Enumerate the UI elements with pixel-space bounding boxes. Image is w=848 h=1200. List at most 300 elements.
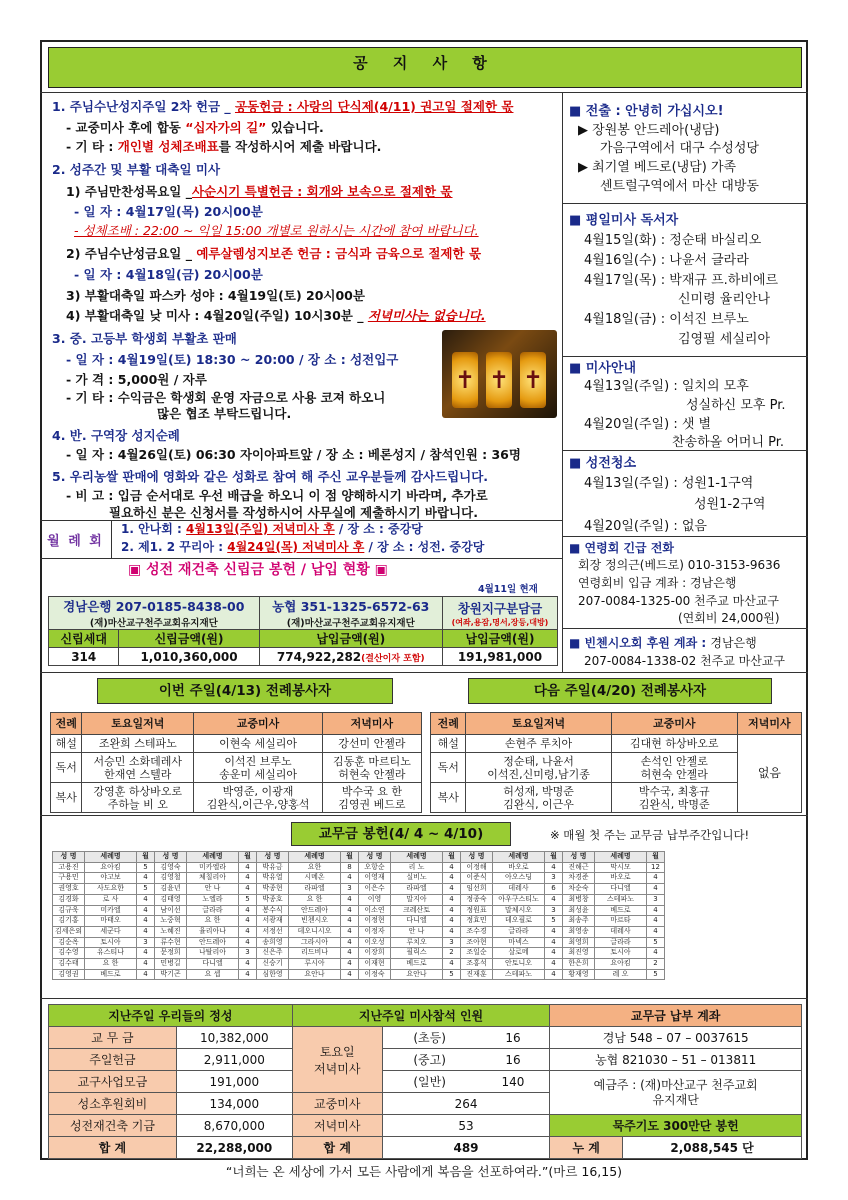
notice-line: 많은 협조 부탁드립니다. bbox=[157, 406, 292, 421]
donation-cell: 송희영 bbox=[257, 937, 289, 948]
donation-cell: 한은희 bbox=[563, 959, 595, 970]
donation-header: 세례명 bbox=[187, 852, 239, 863]
col-header: 저녁미사 bbox=[737, 713, 801, 735]
col-header: 교중미사 bbox=[194, 713, 323, 735]
notice-line: - 비 고 : 입금 순서대로 우선 배급을 하오니 이 점 양해하시기 바라며, 추가로 bbox=[66, 488, 488, 503]
offering-label: 교 무 금 bbox=[49, 1027, 177, 1049]
donation-cell: 최진영 bbox=[563, 948, 595, 959]
divider bbox=[562, 203, 808, 204]
donation-cell: 최영희 bbox=[563, 937, 595, 948]
donation-cell: 민병길 bbox=[155, 959, 187, 970]
rebuild-value: 1,010,360,000 bbox=[119, 648, 259, 666]
table-row bbox=[53, 926, 665, 937]
donation-cell: 이소연 bbox=[359, 905, 391, 916]
divider bbox=[562, 536, 808, 537]
candle-cross-icon: ✝ bbox=[452, 352, 478, 408]
attendance-value: 264 bbox=[382, 1093, 550, 1115]
donation-cell: 4 bbox=[341, 969, 359, 980]
donation-cell: 4 bbox=[647, 916, 665, 927]
donation-cell: 김기홍 bbox=[53, 916, 85, 927]
right-line: 4월13일(주일) : 일치의 모후 bbox=[584, 379, 749, 394]
table-row bbox=[53, 894, 665, 905]
attendance-value: 140 bbox=[477, 1071, 550, 1093]
donation-cell: 정종숙 bbox=[461, 894, 493, 905]
offering-value: 134,000 bbox=[176, 1093, 292, 1115]
donation-cell: 박종현 bbox=[257, 884, 289, 895]
rosary-total-label: 누 계 bbox=[550, 1137, 623, 1159]
role-cell: 독서 bbox=[431, 753, 466, 783]
right-line: 4월16일(수) : 나윤서 글라라 bbox=[584, 253, 749, 268]
donation-cell: 김태영 bbox=[155, 894, 187, 905]
donation-cell: 이은수 bbox=[359, 884, 391, 895]
donation-header: 성 명 bbox=[53, 852, 85, 863]
donation-cell: 4 bbox=[137, 894, 155, 905]
server-cell: 김대현 하상바오로 bbox=[611, 735, 737, 753]
donation-cell: 안드레아 bbox=[289, 905, 341, 916]
donation-cell: 4 bbox=[239, 959, 257, 970]
page-title: 공 지 사 항 bbox=[48, 47, 802, 88]
divider bbox=[40, 558, 562, 559]
donation-cell: 요안나 bbox=[289, 969, 341, 980]
donation-cell: 크레산토 bbox=[391, 905, 443, 916]
rebuild-value: 314 bbox=[49, 648, 119, 666]
donation-cell: 라파엘 bbox=[289, 884, 341, 895]
server-cell: 김동훈 마르티노 허현숙 안젤라 bbox=[322, 753, 421, 783]
donation-cell: 바오로 bbox=[493, 862, 545, 873]
right-line: (연회비 24,000원) bbox=[678, 611, 780, 625]
donation-cell: 라파엘 bbox=[391, 884, 443, 895]
col-header: 토요일저녁 bbox=[466, 713, 611, 735]
donation-cell: 박유열 bbox=[257, 873, 289, 884]
donation-cell: 4 bbox=[545, 894, 563, 905]
donation-cell: 3 bbox=[239, 948, 257, 959]
donation-cell: 김규욱 bbox=[53, 905, 85, 916]
donation-cell: 요아킴 bbox=[85, 862, 137, 873]
donation-table bbox=[52, 851, 665, 980]
donation-cell: 4 bbox=[239, 884, 257, 895]
col-header: 교중미사 bbox=[611, 713, 737, 735]
server-cell: 없음 bbox=[737, 735, 801, 813]
server-cell: 박수국 요 한 김영권 베드로 bbox=[322, 783, 421, 813]
donation-cell: 4 bbox=[137, 873, 155, 884]
easter-candle-photo bbox=[442, 330, 557, 418]
donation-cell: 3 bbox=[341, 884, 359, 895]
donation-header: 세례명 bbox=[493, 852, 545, 863]
donation-cell: 구용민 bbox=[53, 873, 85, 884]
divider bbox=[562, 628, 808, 629]
donation-cell: 3 bbox=[545, 873, 563, 884]
donation-cell: 임선희 bbox=[461, 884, 493, 895]
server-cell: 박영준, 이광재 김완식,이근우,양홍석 bbox=[194, 783, 323, 813]
donation-cell: 요 셉 bbox=[187, 969, 239, 980]
donation-cell: 빈첸시오 bbox=[289, 916, 341, 927]
donation-header: 성 명 bbox=[155, 852, 187, 863]
donation-cell: 데오니시오 bbox=[289, 926, 341, 937]
server-cell: 서승민 소화데레사 한재연 스텔라 bbox=[82, 753, 194, 783]
donation-cell: 박종호 bbox=[257, 894, 289, 905]
donation-cell: 진해근 bbox=[563, 862, 595, 873]
attendance-group: (초등) bbox=[382, 1027, 476, 1049]
right-line: 207-0084-1338-02 천주교 마산교구 bbox=[584, 654, 786, 668]
donation-cell: 4 bbox=[647, 905, 665, 916]
donation-cell: 루치오 bbox=[391, 937, 443, 948]
donation-cell: 말체시오 bbox=[493, 905, 545, 916]
donation-header: 성 명 bbox=[257, 852, 289, 863]
right-line: 4월20일(주일) : 없음 bbox=[584, 519, 707, 534]
donation-header: 성 명 bbox=[359, 852, 391, 863]
donation-cell: 조일순 bbox=[461, 948, 493, 959]
donation-cell: 4 bbox=[545, 937, 563, 948]
donation-cell: 스테파노 bbox=[493, 969, 545, 980]
donation-header: 세례명 bbox=[85, 852, 137, 863]
donation-cell: 4 bbox=[443, 884, 461, 895]
donation-cell: 정효민 bbox=[461, 916, 493, 927]
notice-line: 5. 우리농쌀 판매에 영화와 같은 성화로 참여 해 주신 교우분들께 감사드립니다. bbox=[52, 469, 489, 484]
donation-cell: 8 bbox=[341, 862, 359, 873]
donation-cell: 고용진 bbox=[53, 862, 85, 873]
rebuild-header: 신립세대 bbox=[49, 630, 119, 648]
table-row bbox=[53, 959, 665, 970]
donation-cell: 3 bbox=[137, 937, 155, 948]
donation-cell: 마르타 bbox=[595, 916, 647, 927]
donation-cell: 김영권 bbox=[53, 969, 85, 980]
donation-cell: 4 bbox=[443, 905, 461, 916]
donation-cell: 2 bbox=[443, 948, 461, 959]
notice-line: 3. 중. 고등부 학생회 부활초 판매 bbox=[52, 331, 237, 346]
right-line: 연령회비 입금 계좌 : 경남은행 bbox=[578, 576, 737, 590]
donation-cell: 5 bbox=[137, 862, 155, 873]
donation-cell: 세군다 bbox=[85, 926, 137, 937]
offering-title: 지난주일 우리들의 정성 bbox=[49, 1005, 293, 1027]
donation-cell: 김영숙 bbox=[155, 862, 187, 873]
section-heading: ■ 미사안내 bbox=[569, 361, 637, 376]
notice-line: 1. 주님수난성지주일 2차 헌금 _ 공동헌금 : 사랑의 단식제(4/11) 권고일 절제한 몫 bbox=[52, 99, 514, 114]
divider bbox=[40, 815, 808, 816]
servers-this-table bbox=[50, 712, 422, 813]
donation-cell: 이장희 bbox=[359, 948, 391, 959]
col-header: 토요일저녁 bbox=[82, 713, 194, 735]
notice-line: 필요하신 분은 신청서를 작성하시어 사무실에 제출하시기 바랍니다. bbox=[109, 505, 478, 520]
right-line: 성실하신 모후 Pr. bbox=[686, 398, 786, 413]
donation-cell: 안토니오 bbox=[493, 959, 545, 970]
donation-cell: 서정선 bbox=[257, 926, 289, 937]
attendance-group: (일반) bbox=[382, 1071, 476, 1093]
donation-cell: 김윤년 bbox=[155, 884, 187, 895]
donation-cell: 미카엘 bbox=[85, 905, 137, 916]
donation-note: ※ 매월 첫 주는 교무금 납부주간입니다! bbox=[550, 828, 750, 842]
attendance-label: 교중미사 bbox=[292, 1093, 382, 1115]
server-cell: 이현숙 세실리아 bbox=[194, 735, 323, 753]
donation-cell: 4 bbox=[647, 948, 665, 959]
right-line: 4월15일(화) : 정순태 바실리오 bbox=[584, 233, 762, 248]
section-heading: ■ 연령회 긴급 전화 bbox=[569, 541, 675, 555]
right-line: 찬송하올 어머니 Pr. bbox=[672, 435, 785, 450]
attendance-total-value: 489 bbox=[382, 1137, 550, 1159]
notice-line: 1) 주님만찬성목요일 _사순시기 특별헌금 : 회개와 보속으로 절제한 몫 bbox=[66, 184, 453, 199]
donation-cell: 4 bbox=[137, 905, 155, 916]
server-cell: 강선미 안젤라 bbox=[322, 735, 421, 753]
rebuild-value: 191,981,000 bbox=[442, 648, 557, 666]
donation-cell: 사도요한 bbox=[85, 884, 137, 895]
notice-line: 2) 주님수난성금요일 _ 예루살렘성지보존 헌금 : 금식과 금육으로 절제한 몫 bbox=[66, 246, 482, 261]
donation-cell: 김수영 bbox=[53, 948, 85, 959]
donation-cell: 서광재 bbox=[257, 916, 289, 927]
donation-cell: 이영 bbox=[359, 894, 391, 905]
rebuild-title: ▣ 성전 재건축 신립금 봉헌 / 납입 현황 ▣ bbox=[128, 562, 388, 578]
server-cell: 이석진 브루노 송운미 세실리아 bbox=[194, 753, 323, 783]
donation-cell: 4 bbox=[239, 905, 257, 916]
right-line: 회장 정의근(베드로) 010-3153-9636 bbox=[578, 558, 781, 572]
notice-line: 4. 반. 구역장 성지순례 bbox=[52, 428, 180, 443]
right-line: ▶ 최기열 베드로(냉담) 가족 bbox=[578, 160, 737, 175]
server-cell: 손현주 루치아 bbox=[466, 735, 611, 753]
attendance-value: 16 bbox=[477, 1027, 550, 1049]
donation-cell: 토시아 bbox=[595, 948, 647, 959]
table-row bbox=[53, 873, 665, 884]
donation-cell: 심한영 bbox=[257, 969, 289, 980]
rosary-title: 묵주기도 300만단 봉헌 bbox=[550, 1115, 802, 1137]
donation-header: 월 bbox=[341, 852, 359, 863]
donation-cell: 4 bbox=[341, 894, 359, 905]
offering-value: 10,382,000 bbox=[176, 1027, 292, 1049]
role-cell: 해설 bbox=[431, 735, 466, 753]
offering-value: 8,670,000 bbox=[176, 1115, 292, 1137]
donation-cell: 리드비나 bbox=[289, 948, 341, 959]
donation-cell: 황재영 bbox=[563, 969, 595, 980]
account-cell: 경남은행 207-0185-8438-00 (재)마산교구천주교회유지재단 bbox=[49, 597, 260, 630]
donation-cell: 5 bbox=[443, 969, 461, 980]
donation-cell: 마태오 bbox=[85, 916, 137, 927]
account-number: 경남 548 – 07 – 0037615 bbox=[550, 1027, 802, 1049]
donation-cell: 박기곤 bbox=[155, 969, 187, 980]
notice-line: 3) 부활대축일 파스카 성야 : 4월19일(토) 20시00분 bbox=[66, 288, 365, 303]
donation-header: 월 bbox=[647, 852, 665, 863]
donation-cell: 체칠리아 bbox=[187, 873, 239, 884]
monthly-meeting-label: 월 례 회 bbox=[40, 520, 112, 558]
right-line: 4월13일(주일) : 성원1-1구역 bbox=[584, 476, 754, 491]
donation-header: 월 bbox=[137, 852, 155, 863]
donation-cell: 4 bbox=[341, 926, 359, 937]
notice-line: - 성체조배 : 22:00 ~ 익일 15:00 개별로 원하시는 시간에 참여 바랍니다. bbox=[74, 223, 479, 238]
donation-cell: 4 bbox=[137, 948, 155, 959]
col-header: 전례 bbox=[431, 713, 466, 735]
server-cell: 허성재, 박명준 김완식, 이근우 bbox=[466, 783, 611, 813]
donation-cell: 시메온 bbox=[289, 873, 341, 884]
donation-cell: 필릭스 bbox=[391, 948, 443, 959]
donation-cell: 로 사 bbox=[85, 894, 137, 905]
donation-cell: 문정희 bbox=[155, 948, 187, 959]
right-line: 김영필 세실리아 bbox=[678, 332, 771, 347]
right-line: ▶ 장원봉 안드레아(냉담) bbox=[578, 123, 720, 138]
donation-cell: 이정자 bbox=[359, 926, 391, 937]
donation-header: 세례명 bbox=[391, 852, 443, 863]
donation-cell: 4 bbox=[647, 926, 665, 937]
donation-cell: 다니엘 bbox=[187, 959, 239, 970]
servers-next-title: 다음 주일(4/20) 전례봉사자 bbox=[468, 678, 772, 704]
donation-cell: 6 bbox=[545, 884, 563, 895]
donation-cell: 차경준 bbox=[563, 873, 595, 884]
donation-cell: 4 bbox=[443, 862, 461, 873]
donation-cell: 4 bbox=[545, 969, 563, 980]
donation-cell: 유스티나 bbox=[85, 948, 137, 959]
donation-cell: 미카엘라 bbox=[187, 862, 239, 873]
donation-cell: 4 bbox=[341, 873, 359, 884]
donation-cell: 요 한 bbox=[289, 894, 341, 905]
donation-cell: 4 bbox=[137, 926, 155, 937]
donation-cell: 4 bbox=[545, 948, 563, 959]
donation-cell: 안드레아 bbox=[187, 937, 239, 948]
donation-cell: 4 bbox=[239, 937, 257, 948]
donation-cell: 신승기 bbox=[257, 959, 289, 970]
donation-cell: 5 bbox=[137, 884, 155, 895]
donation-cell: 노엘라 bbox=[187, 894, 239, 905]
candle-cross-icon: ✝ bbox=[520, 352, 546, 408]
donation-cell: 4 bbox=[341, 959, 359, 970]
donation-cell: 4 bbox=[239, 916, 257, 927]
donation-cell: 막시모 bbox=[595, 862, 647, 873]
donation-cell: 요아킴 bbox=[595, 959, 647, 970]
right-line: 센트럴구역에서 마산 대방동 bbox=[600, 179, 759, 194]
donation-cell: 레 오 bbox=[595, 969, 647, 980]
notice-line: - 가 격 : 5,000원 / 자루 bbox=[66, 372, 207, 387]
donation-header: 세례명 bbox=[595, 852, 647, 863]
donation-cell: 베드로 bbox=[391, 959, 443, 970]
donation-cell: 4 bbox=[239, 873, 257, 884]
table-row bbox=[53, 884, 665, 895]
divider bbox=[40, 92, 808, 93]
account-cell: 농협 351-1325-6572-63 (재)마산교구천주교회유지재단 bbox=[259, 597, 442, 630]
donation-cell: 정원표 bbox=[461, 905, 493, 916]
donation-cell: 3 bbox=[545, 905, 563, 916]
donation-cell: 실비노 bbox=[391, 873, 443, 884]
donation-cell: 3 bbox=[647, 894, 665, 905]
donation-cell: 조홍석 bbox=[461, 959, 493, 970]
donation-cell: 4 bbox=[545, 862, 563, 873]
donation-cell: 4 bbox=[341, 948, 359, 959]
offering-total-label: 합 계 bbox=[49, 1137, 177, 1159]
donation-cell: 이정숙 bbox=[359, 969, 391, 980]
donation-header: 성 명 bbox=[563, 852, 595, 863]
donation-cell: 5 bbox=[545, 916, 563, 927]
right-line: 4월18일(금) : 이석진 브루노 bbox=[584, 312, 749, 327]
server-cell: 조완희 스테파노 bbox=[82, 735, 194, 753]
notice-line: 4) 부활대축일 낮 미사 : 4월20일(주일) 10시30분 _ 저녁미사는 없습니다. bbox=[66, 308, 486, 323]
donation-cell: 4 bbox=[647, 884, 665, 895]
donation-cell: 최영송 bbox=[563, 926, 595, 937]
divider bbox=[562, 92, 563, 672]
account-cell: 창원지구분담금 (여좌,용잠,명서,장등,대방) bbox=[442, 597, 557, 630]
donation-cell: 4 bbox=[545, 926, 563, 937]
donation-cell: 박유금 bbox=[257, 862, 289, 873]
donation-header: 세례명 bbox=[289, 852, 341, 863]
donation-cell: 2 bbox=[647, 959, 665, 970]
donation-cell: 다니엘 bbox=[595, 884, 647, 895]
donation-cell: 4 bbox=[443, 959, 461, 970]
donation-cell: 마넥스 bbox=[493, 937, 545, 948]
attendance-label: 토요일 저녁미사 bbox=[292, 1027, 382, 1093]
donation-cell: 야고보 bbox=[85, 873, 137, 884]
offering-label: 성소후원회비 bbox=[49, 1093, 177, 1115]
donation-cell: 노혜진 bbox=[155, 926, 187, 937]
role-cell: 복사 bbox=[431, 783, 466, 813]
notice-line: - 일 자 : 4월19일(토) 18:30 ~ 20:00 / 장 소 : 성전입구 bbox=[66, 352, 399, 367]
donation-cell: 베드로 bbox=[85, 969, 137, 980]
donation-cell: 진재훈 bbox=[461, 969, 493, 980]
donation-cell: 이재현 bbox=[359, 959, 391, 970]
notice-line: 2. 성주간 및 부활 대축일 미사 bbox=[52, 162, 221, 177]
attendance-value: 53 bbox=[382, 1115, 550, 1137]
table-row bbox=[53, 969, 665, 980]
attendance-total-label: 합 계 bbox=[292, 1137, 382, 1159]
donation-cell: 이준식 bbox=[461, 873, 493, 884]
donation-cell: 데레사 bbox=[493, 884, 545, 895]
donation-cell: 4 bbox=[341, 916, 359, 927]
donation-cell: 스테파노 bbox=[595, 894, 647, 905]
notice-line: - 일 자 : 4월18일(금) 20시00분 bbox=[74, 267, 263, 282]
section-heading: ■ 빈첸시오회 후원 계좌 : 경남은행 bbox=[569, 636, 757, 650]
donation-cell: 아우구스티노 bbox=[493, 894, 545, 905]
attendance-title: 지난주일 미사참석 인원 bbox=[292, 1005, 550, 1027]
donation-cell: 김영철 bbox=[155, 873, 187, 884]
offering-label: 주일헌금 bbox=[49, 1049, 177, 1071]
donation-cell: 4 bbox=[341, 905, 359, 916]
donation-cell: 김경화 bbox=[53, 894, 85, 905]
account-holder: 예금주 : (재)마산교구 천주교회 유지재단 bbox=[550, 1071, 802, 1115]
donation-cell: 안 나 bbox=[391, 926, 443, 937]
donation-cell: 노중혁 bbox=[155, 916, 187, 927]
donation-cell: 4 bbox=[137, 916, 155, 927]
donation-cell: 최송주 bbox=[563, 916, 595, 927]
donation-cell: 요안나 bbox=[391, 969, 443, 980]
notice-line: - 일 자 : 4월17일(목) 20시00분 bbox=[74, 204, 263, 219]
section-heading: ■ 평일미사 독서자 bbox=[569, 213, 679, 228]
donation-cell: 말지아 bbox=[391, 894, 443, 905]
right-line: 4월17일(목) : 박재규 프.하비에르 bbox=[584, 273, 779, 288]
offering-value: 2,911,000 bbox=[176, 1049, 292, 1071]
right-line: 4월20일(주일) : 샛 별 bbox=[584, 417, 712, 432]
donation-cell: 김순옥 bbox=[53, 937, 85, 948]
rosary-total-value: 2,088,545 단 bbox=[623, 1137, 802, 1159]
donation-cell: 3 bbox=[443, 937, 461, 948]
donation-cell: 최병창 bbox=[563, 894, 595, 905]
donation-cell: 율리아나 bbox=[187, 926, 239, 937]
table-row bbox=[53, 916, 665, 927]
donation-cell: 봉수식 bbox=[257, 905, 289, 916]
rebuild-header: 납입금액(원) bbox=[442, 630, 557, 648]
table-row bbox=[53, 905, 665, 916]
server-cell: 박수국, 최홍규 김완식, 박명준 bbox=[611, 783, 737, 813]
donation-title: 교무금 봉헌(4/ 4 ~ 4/10) bbox=[291, 822, 511, 846]
donation-cell: 글라라 bbox=[595, 937, 647, 948]
notice-line: - 교중미사 후에 합동 “십자가의 길” 있습니다. bbox=[66, 120, 324, 135]
donation-cell: 이영재 bbox=[359, 873, 391, 884]
rebuild-date: 4월11일 현재 bbox=[478, 584, 538, 595]
account-number: 농협 821030 – 51 – 013811 bbox=[550, 1049, 802, 1071]
donation-cell: 12 bbox=[647, 862, 665, 873]
donation-cell: 4 bbox=[647, 873, 665, 884]
role-cell: 독서 bbox=[51, 753, 82, 783]
donation-header: 성 명 bbox=[461, 852, 493, 863]
server-cell: 손석인 안젤로 허현숙 안젤라 bbox=[611, 753, 737, 783]
donation-header: 월 bbox=[443, 852, 461, 863]
summary-table bbox=[48, 1004, 802, 1159]
section-heading: ■ 성전청소 bbox=[569, 456, 637, 471]
attendance-value: 16 bbox=[477, 1049, 550, 1071]
donation-cell: 신은주 bbox=[257, 948, 289, 959]
col-header: 전례 bbox=[51, 713, 82, 735]
donation-cell: 바오로 bbox=[595, 873, 647, 884]
donation-cell: 이오성 bbox=[359, 937, 391, 948]
